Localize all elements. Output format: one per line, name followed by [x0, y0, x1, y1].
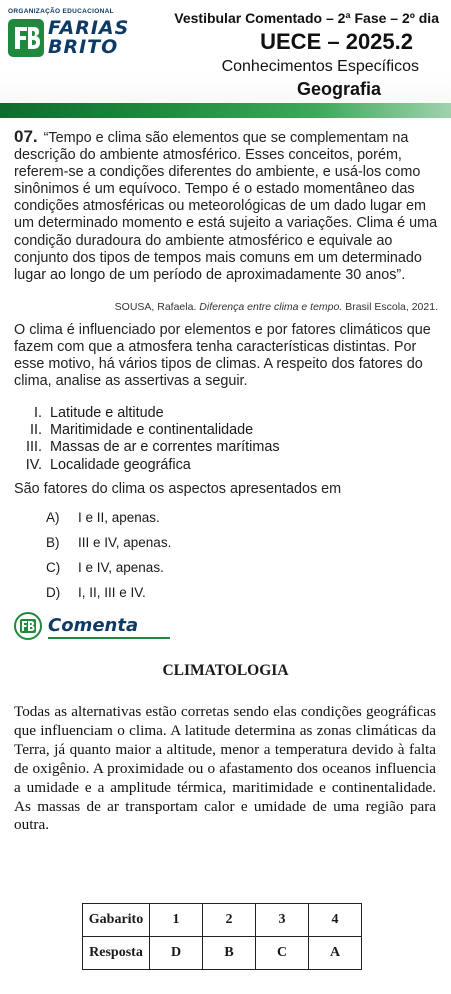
assertion-text: Massas de ar e correntes marítimas: [50, 439, 280, 456]
answer-options: [46, 505, 171, 605]
fb-logo-icon: [8, 19, 44, 57]
assertion-list: [14, 405, 434, 474]
answer-cell: B: [203, 937, 256, 970]
assertion-number: I.: [34, 405, 42, 421]
question-column: 1: [150, 904, 203, 937]
answer-cell: C: [256, 937, 309, 970]
gabarito-label: Gabarito: [83, 904, 150, 937]
assertion-text: Maritimidade e continentalidade: [50, 422, 254, 439]
source-author: SOUSA, Rafaela.: [114, 301, 197, 313]
assertion-number: IV.: [25, 456, 42, 473]
source-title: Diferença entre clima e tempo.: [199, 301, 343, 313]
answer-cell: A: [309, 937, 362, 970]
exam-title: Vestibular Comentado – 2ª Fase – 2º dia: [174, 10, 439, 26]
question-body: O clima é influenciado por elementos e por fatores climáticos que fazem com que a atmosfera tenha características distintas. Por esse motivo, há vários tipos de climas. A respeito dos fatores do clima, analise as assertivas a seguir.: [14, 322, 431, 390]
comment-text: Todas as alternativas estão corretas sendo elas condições geográficas que influenciam o clima. A latitude determina as zonas climáticas da Terra, já quanto maior a altitude, menor a temperatura devido à falta de oxigênio. A proximidade ou o afastamento dos oceanos influencia a umidade e a amplitude térmica, maritimidade e continentalidade. As massas de ar transportam calor e umidade de uma região para outra.: [14, 703, 436, 834]
comenta-underline: [48, 637, 170, 639]
question-quote: [14, 128, 438, 284]
option-c[interactable]: [46, 555, 171, 580]
option-letter: B): [46, 535, 60, 550]
fb-round-logo-icon: [14, 612, 42, 640]
option-text: I e II, apenas.: [78, 510, 160, 525]
question-column: 4: [309, 904, 362, 937]
option-letter: C): [46, 560, 61, 575]
assertion-item: [14, 439, 434, 456]
quote-text: “Tempo e clima são elementos que se complementam na descrição do ambiente atmosférico. Esses conceitos, porém, referem-se a condições diferentes do ambiente, e usá-los como sinônimos é um equívoco. Tempo é o estado momentâneo das condições atmosféricas ou meteorológicas de um dado lugar em um determinado momento e está sujeito a variações. Clima é uma condição duradoura do ambiente atmosférico e equivale ao conjunto dos tipos de tempos mais comuns em um determinado lugar ao longo de um período de aproximadamente 30 anos”.: [14, 130, 438, 283]
option-text: I e IV, apenas.: [78, 560, 164, 575]
assertion-item: [14, 422, 434, 439]
table-row: [83, 904, 362, 937]
option-b[interactable]: [46, 530, 171, 555]
option-text: III e IV, apenas.: [78, 535, 172, 550]
quote-source: [115, 301, 438, 313]
assertion-item: [14, 457, 434, 474]
org-label: ORGANIZAÇÃO EDUCACIONAL: [8, 8, 114, 15]
option-letter: D): [46, 585, 61, 600]
option-a[interactable]: [46, 505, 171, 530]
comment-section-title: CLIMATOLOGIA: [162, 662, 289, 679]
exam-section: Conhecimentos Específicos: [221, 58, 419, 75]
question-number: 07.: [14, 127, 38, 146]
page-header: [0, 0, 451, 118]
brand-name-line2: BRITO: [48, 36, 119, 58]
assertion-number: III.: [26, 439, 42, 456]
answer-cell: D: [150, 937, 203, 970]
comenta-label: Comenta: [48, 615, 139, 636]
comenta-badge: [14, 612, 164, 642]
answer-key-table: [82, 903, 362, 970]
source-publisher: Brasil Escola, 2021.: [345, 301, 438, 313]
resposta-label: Resposta: [83, 937, 150, 970]
option-text: I, II, III e IV.: [78, 585, 146, 600]
exam-subject: Geografia: [296, 79, 381, 99]
assertion-text: Latitude e altitude: [50, 405, 164, 421]
question-column: 3: [256, 904, 309, 937]
table-row: [83, 937, 362, 970]
option-letter: A): [46, 510, 60, 525]
question-column: 2: [203, 904, 256, 937]
assertion-number: II.: [30, 422, 42, 439]
brand-name-line1: FARIAS: [48, 17, 130, 39]
exam-name: UECE – 2025.2: [260, 29, 413, 54]
assertion-text: Localidade geográfica: [50, 456, 191, 473]
option-d[interactable]: [46, 580, 171, 605]
header-accent-bar: [0, 103, 451, 118]
question-stem: São fatores do clima os aspectos apresentados em: [14, 481, 342, 497]
assertion-item: [14, 405, 434, 422]
brand-logo: [8, 8, 138, 60]
